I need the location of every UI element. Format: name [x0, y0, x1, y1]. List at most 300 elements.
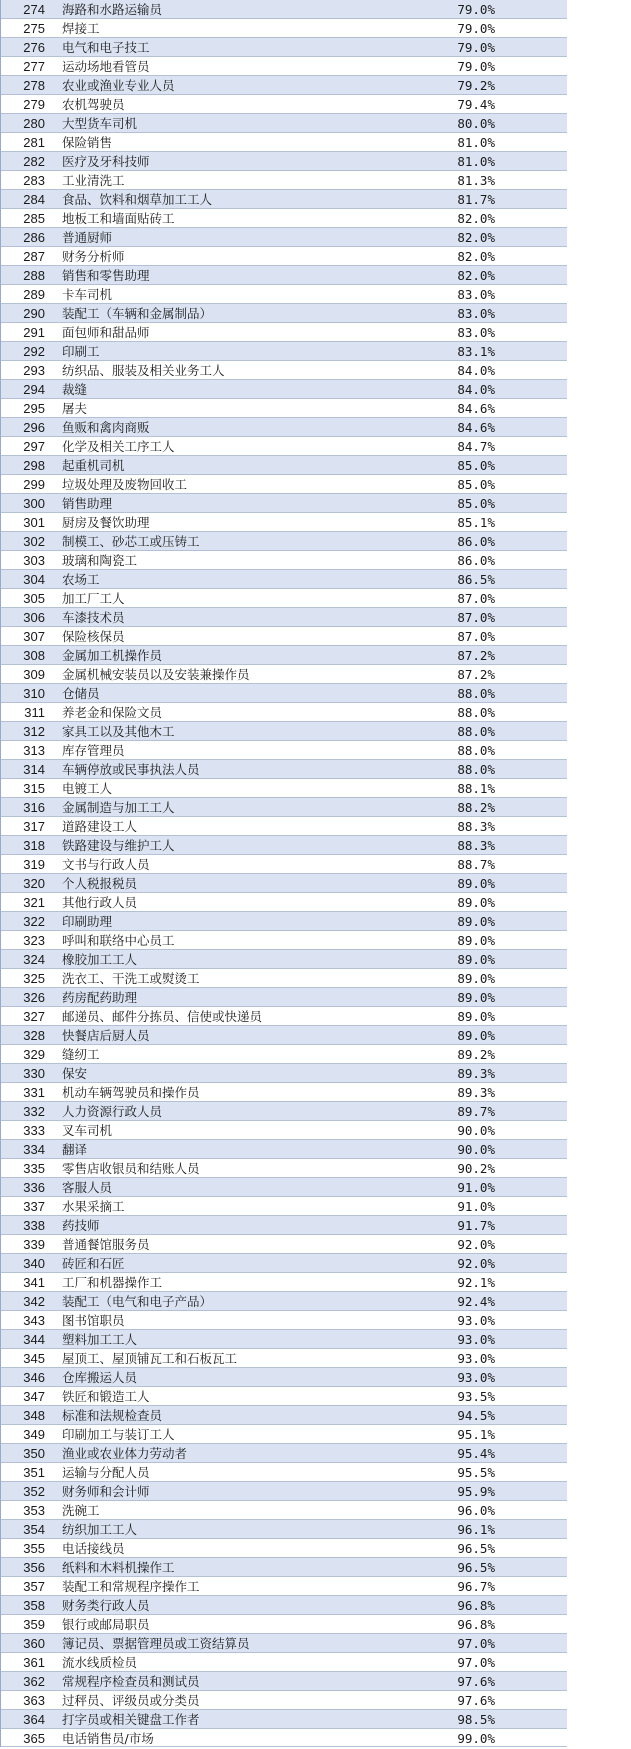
- occupation-cell[interactable]: 纸料和木料机操作工: [62, 1560, 175, 1575]
- probability-cell[interactable]: 87.0%: [457, 610, 495, 625]
- table-row[interactable]: [1, 1577, 567, 1596]
- occupation-cell[interactable]: 库存管理员: [62, 743, 125, 758]
- rank-cell[interactable]: 305: [23, 591, 45, 606]
- occupation-cell[interactable]: 印刷助理: [62, 914, 113, 929]
- probability-cell[interactable]: 92.1%: [457, 1275, 495, 1290]
- table-row[interactable]: [1, 874, 567, 893]
- probability-cell[interactable]: 84.6%: [457, 401, 495, 416]
- occupation-cell[interactable]: 洗衣工、干洗工或熨烫工: [62, 971, 200, 986]
- occupation-cell[interactable]: 常规程序检查员和测试员: [62, 1674, 200, 1689]
- occupation-cell[interactable]: 翻译: [62, 1142, 88, 1157]
- table-row[interactable]: [1, 893, 567, 912]
- rank-cell[interactable]: 284: [23, 192, 45, 207]
- rank-cell[interactable]: 274: [23, 2, 45, 17]
- table-row[interactable]: [1, 589, 567, 608]
- probability-cell[interactable]: 79.0%: [457, 2, 495, 17]
- table-row[interactable]: [1, 1083, 567, 1102]
- occupation-cell[interactable]: 销售助理: [62, 496, 113, 511]
- table-row[interactable]: [1, 1121, 567, 1140]
- probability-cell[interactable]: 89.0%: [457, 971, 495, 986]
- occupation-cell[interactable]: 鱼贩和禽肉商贩: [62, 420, 150, 435]
- rank-cell[interactable]: 335: [23, 1161, 45, 1176]
- occupation-cell[interactable]: 海路和水路运输员: [62, 2, 163, 17]
- rank-cell[interactable]: 317: [23, 819, 45, 834]
- occupation-cell[interactable]: 屠夫: [62, 401, 88, 416]
- rank-cell[interactable]: 334: [23, 1142, 45, 1157]
- probability-cell[interactable]: 82.0%: [457, 230, 495, 245]
- occupation-cell[interactable]: 叉车司机: [62, 1123, 113, 1138]
- rank-cell[interactable]: 320: [23, 876, 45, 891]
- occupation-cell[interactable]: 农场工: [62, 572, 100, 587]
- occupation-cell[interactable]: 地板工和墙面贴砖工: [62, 211, 175, 226]
- occupation-cell[interactable]: 面包师和甜品师: [62, 325, 150, 340]
- probability-cell[interactable]: 92.0%: [457, 1237, 495, 1252]
- table-row[interactable]: [1, 133, 567, 152]
- rank-cell[interactable]: 294: [23, 382, 45, 397]
- occupation-cell[interactable]: 簿记员、票据管理员或工资结算员: [62, 1636, 250, 1651]
- occupation-cell[interactable]: 工业清洗工: [62, 173, 125, 188]
- probability-cell[interactable]: 85.0%: [457, 477, 495, 492]
- table-row[interactable]: [1, 570, 567, 589]
- table-row[interactable]: [1, 779, 567, 798]
- table-row[interactable]: [1, 1425, 567, 1444]
- table-row[interactable]: [1, 1235, 567, 1254]
- occupation-cell[interactable]: 养老金和保险文员: [62, 705, 163, 720]
- occupation-cell[interactable]: 砖匠和石匠: [62, 1256, 125, 1271]
- rank-cell[interactable]: 275: [23, 21, 45, 36]
- probability-cell[interactable]: 90.0%: [457, 1142, 495, 1157]
- rank-cell[interactable]: 296: [23, 420, 45, 435]
- table-row[interactable]: [1, 912, 567, 931]
- probability-cell[interactable]: 95.9%: [457, 1484, 495, 1499]
- rank-cell[interactable]: 314: [23, 762, 45, 777]
- occupation-cell[interactable]: 铁匠和锻造工人: [62, 1389, 150, 1404]
- rank-cell[interactable]: 355: [23, 1541, 45, 1556]
- probability-cell[interactable]: 84.0%: [457, 363, 495, 378]
- table-row[interactable]: [1, 1653, 567, 1672]
- occupation-cell[interactable]: 流水线质检员: [62, 1655, 138, 1670]
- occupation-cell[interactable]: 焊接工: [62, 21, 100, 36]
- table-row[interactable]: [1, 1178, 567, 1197]
- table-row[interactable]: [1, 1539, 567, 1558]
- occupation-cell[interactable]: 保险核保员: [62, 629, 125, 644]
- table-row[interactable]: [1, 1710, 567, 1729]
- probability-cell[interactable]: 83.0%: [457, 325, 495, 340]
- probability-cell[interactable]: 96.8%: [457, 1598, 495, 1613]
- probability-cell[interactable]: 83.0%: [457, 287, 495, 302]
- rank-cell[interactable]: 338: [23, 1218, 45, 1233]
- occupation-cell[interactable]: 起重机司机: [62, 458, 125, 473]
- occupation-cell[interactable]: 电气和电子技工: [62, 40, 150, 55]
- rank-cell[interactable]: 345: [23, 1351, 45, 1366]
- table-row[interactable]: [1, 741, 567, 760]
- probability-cell[interactable]: 82.0%: [457, 268, 495, 283]
- probability-cell[interactable]: 97.0%: [457, 1636, 495, 1651]
- rank-cell[interactable]: 321: [23, 895, 45, 910]
- occupation-cell[interactable]: 纺织加工工人: [62, 1522, 138, 1537]
- probability-cell[interactable]: 79.0%: [457, 59, 495, 74]
- table-row[interactable]: [1, 418, 567, 437]
- table-row[interactable]: [1, 1596, 567, 1615]
- table-row[interactable]: [1, 152, 567, 171]
- table-row[interactable]: [1, 1197, 567, 1216]
- occupation-cell[interactable]: 个人税报税员: [62, 876, 138, 891]
- occupation-cell[interactable]: 大型货车司机: [62, 116, 138, 131]
- probability-cell[interactable]: 92.4%: [457, 1294, 495, 1309]
- occupation-cell[interactable]: 卡车司机: [62, 287, 113, 302]
- occupation-cell[interactable]: 电话销售员/市场: [62, 1731, 154, 1746]
- rank-cell[interactable]: 353: [23, 1503, 45, 1518]
- table-row[interactable]: [1, 342, 567, 361]
- rank-cell[interactable]: 311: [24, 705, 45, 720]
- rank-cell[interactable]: 290: [23, 306, 45, 321]
- probability-cell[interactable]: 97.0%: [457, 1655, 495, 1670]
- probability-cell[interactable]: 88.0%: [457, 724, 495, 739]
- occupation-cell[interactable]: 水果采摘工: [62, 1199, 125, 1214]
- table-row[interactable]: [1, 665, 567, 684]
- table-row[interactable]: [1, 494, 567, 513]
- occupation-cell[interactable]: 银行或邮局职员: [62, 1617, 150, 1632]
- table-row[interactable]: [1, 361, 567, 380]
- occupation-cell[interactable]: 铁路建设与维护工人: [62, 838, 175, 853]
- occupation-cell[interactable]: 道路建设工人: [62, 819, 138, 834]
- rank-cell[interactable]: 316: [23, 800, 45, 815]
- occupation-cell[interactable]: 渔业或农业体力劳动者: [62, 1446, 188, 1461]
- table-row[interactable]: [1, 266, 567, 285]
- probability-cell[interactable]: 81.3%: [457, 173, 495, 188]
- occupation-cell[interactable]: 药技师: [62, 1218, 100, 1233]
- rank-cell[interactable]: 356: [23, 1560, 45, 1575]
- rank-cell[interactable]: 360: [23, 1636, 45, 1651]
- table-row[interactable]: [1, 95, 567, 114]
- occupation-cell[interactable]: 电话接线员: [62, 1541, 125, 1556]
- table-row[interactable]: [1, 76, 567, 95]
- rank-cell[interactable]: 322: [23, 914, 45, 929]
- table-row[interactable]: [1, 285, 567, 304]
- table-row[interactable]: [1, 1501, 567, 1520]
- probability-cell[interactable]: 82.0%: [457, 211, 495, 226]
- rank-cell[interactable]: 354: [23, 1522, 45, 1537]
- occupation-cell[interactable]: 厨房及餐饮助理: [62, 515, 150, 530]
- rank-cell[interactable]: 351: [23, 1465, 45, 1480]
- table-row[interactable]: [1, 760, 567, 779]
- probability-cell[interactable]: 97.6%: [457, 1674, 495, 1689]
- table-row[interactable]: [1, 247, 567, 266]
- occupation-cell[interactable]: 普通餐馆服务员: [62, 1237, 150, 1252]
- table-row[interactable]: [1, 1273, 567, 1292]
- probability-cell[interactable]: 91.7%: [457, 1218, 495, 1233]
- rank-cell[interactable]: 358: [23, 1598, 45, 1613]
- probability-cell[interactable]: 92.0%: [457, 1256, 495, 1271]
- rank-cell[interactable]: 325: [23, 971, 45, 986]
- occupation-cell[interactable]: 仓库搬运人员: [62, 1370, 138, 1385]
- probability-cell[interactable]: 96.1%: [457, 1522, 495, 1537]
- rank-cell[interactable]: 349: [23, 1427, 45, 1442]
- rank-cell[interactable]: 364: [23, 1712, 45, 1727]
- rank-cell[interactable]: 329: [23, 1047, 45, 1062]
- table-row[interactable]: [1, 475, 567, 494]
- rank-cell[interactable]: 285: [23, 211, 45, 226]
- rank-cell[interactable]: 304: [23, 572, 45, 587]
- occupation-cell[interactable]: 医疗及牙科技师: [62, 154, 150, 169]
- probability-cell[interactable]: 84.6%: [457, 420, 495, 435]
- occupation-cell[interactable]: 保安: [62, 1066, 88, 1081]
- probability-cell[interactable]: 81.0%: [457, 154, 495, 169]
- occupation-cell[interactable]: 工厂和机器操作工: [62, 1275, 163, 1290]
- table-row[interactable]: [1, 1292, 567, 1311]
- table-row[interactable]: [1, 1349, 567, 1368]
- table-row[interactable]: [1, 646, 567, 665]
- occupation-cell[interactable]: 车辆停放或民事执法人员: [62, 762, 200, 777]
- table-row[interactable]: [1, 1729, 567, 1747]
- rank-cell[interactable]: 278: [23, 78, 45, 93]
- table-row[interactable]: [1, 1064, 567, 1083]
- occupation-cell[interactable]: 文书与行政人员: [62, 857, 150, 872]
- table-row[interactable]: [1, 1558, 567, 1577]
- occupation-cell[interactable]: 电镀工人: [62, 781, 113, 796]
- occupation-cell[interactable]: 运输与分配人员: [62, 1465, 150, 1480]
- rank-cell[interactable]: 361: [23, 1655, 45, 1670]
- table-row[interactable]: [1, 1387, 567, 1406]
- table-row[interactable]: [1, 1691, 567, 1710]
- table-row[interactable]: [1, 437, 567, 456]
- probability-cell[interactable]: 98.5%: [457, 1712, 495, 1727]
- rank-cell[interactable]: 330: [23, 1066, 45, 1081]
- rank-cell[interactable]: 363: [23, 1693, 45, 1708]
- probability-cell[interactable]: 96.8%: [457, 1617, 495, 1632]
- probability-cell[interactable]: 81.7%: [457, 192, 495, 207]
- table-row[interactable]: [1, 722, 567, 741]
- table-row[interactable]: [1, 38, 567, 57]
- rank-cell[interactable]: 323: [23, 933, 45, 948]
- rank-cell[interactable]: 339: [23, 1237, 45, 1252]
- table-row[interactable]: [1, 1311, 567, 1330]
- table-row[interactable]: [1, 323, 567, 342]
- table-row[interactable]: [1, 836, 567, 855]
- table-row[interactable]: [1, 855, 567, 874]
- rank-cell[interactable]: 343: [23, 1313, 45, 1328]
- rank-cell[interactable]: 350: [23, 1446, 45, 1461]
- probability-cell[interactable]: 87.2%: [457, 667, 495, 682]
- probability-cell[interactable]: 89.0%: [457, 914, 495, 929]
- probability-cell[interactable]: 86.5%: [457, 572, 495, 587]
- table-row[interactable]: [1, 19, 567, 38]
- occupation-cell[interactable]: 财务师和会计师: [62, 1484, 150, 1499]
- probability-cell[interactable]: 95.1%: [457, 1427, 495, 1442]
- table-row[interactable]: [1, 1007, 567, 1026]
- probability-cell[interactable]: 90.2%: [457, 1161, 495, 1176]
- occupation-cell[interactable]: 邮递员、邮件分拣员、信使或快递员: [62, 1009, 263, 1024]
- rank-cell[interactable]: 298: [23, 458, 45, 473]
- probability-cell[interactable]: 80.0%: [457, 116, 495, 131]
- table-row[interactable]: [1, 1159, 567, 1178]
- probability-cell[interactable]: 88.0%: [457, 743, 495, 758]
- probability-cell[interactable]: 89.0%: [457, 952, 495, 967]
- occupation-cell[interactable]: 家具工以及其他木工: [62, 724, 175, 739]
- rank-cell[interactable]: 344: [23, 1332, 45, 1347]
- table-row[interactable]: [1, 969, 567, 988]
- table-row[interactable]: [1, 1045, 567, 1064]
- table-row[interactable]: [1, 1406, 567, 1425]
- rank-cell[interactable]: 306: [23, 610, 45, 625]
- table-row[interactable]: [1, 114, 567, 133]
- rank-cell[interactable]: 280: [23, 116, 45, 131]
- probability-cell[interactable]: 88.0%: [457, 686, 495, 701]
- table-row[interactable]: [1, 380, 567, 399]
- probability-cell[interactable]: 82.0%: [457, 249, 495, 264]
- table-row[interactable]: [1, 1463, 567, 1482]
- table-row[interactable]: [1, 513, 567, 532]
- probability-cell[interactable]: 85.0%: [457, 496, 495, 511]
- table-row[interactable]: [1, 1254, 567, 1273]
- probability-cell[interactable]: 86.0%: [457, 534, 495, 549]
- probability-cell[interactable]: 83.0%: [457, 306, 495, 321]
- rank-cell[interactable]: 332: [23, 1104, 45, 1119]
- rank-cell[interactable]: 326: [23, 990, 45, 1005]
- occupation-cell[interactable]: 财务类行政人员: [62, 1598, 150, 1613]
- rank-cell[interactable]: 281: [23, 135, 45, 150]
- occupation-cell[interactable]: 财务分析师: [62, 249, 125, 264]
- probability-cell[interactable]: 90.0%: [457, 1123, 495, 1138]
- rank-cell[interactable]: 286: [23, 230, 45, 245]
- table-row[interactable]: [1, 0, 567, 19]
- rank-cell[interactable]: 362: [23, 1674, 45, 1689]
- table-row[interactable]: [1, 703, 567, 722]
- table-row[interactable]: [1, 1216, 567, 1235]
- probability-cell[interactable]: 88.1%: [457, 781, 495, 796]
- probability-cell[interactable]: 79.0%: [457, 40, 495, 55]
- probability-cell[interactable]: 81.0%: [457, 135, 495, 150]
- occupation-cell[interactable]: 加工厂工人: [62, 591, 125, 606]
- occupation-cell[interactable]: 金属加工机操作员: [62, 648, 163, 663]
- probability-cell[interactable]: 94.5%: [457, 1408, 495, 1423]
- rank-cell[interactable]: 319: [23, 857, 45, 872]
- occupation-cell[interactable]: 装配工（电气和电子产品）: [62, 1294, 213, 1309]
- table-row[interactable]: [1, 1634, 567, 1653]
- probability-cell[interactable]: 88.0%: [457, 762, 495, 777]
- occupation-cell[interactable]: 运动场地看管员: [62, 59, 150, 74]
- rank-cell[interactable]: 291: [23, 325, 45, 340]
- occupation-cell[interactable]: 洗碗工: [62, 1503, 100, 1518]
- table-row[interactable]: [1, 627, 567, 646]
- probability-cell[interactable]: 83.1%: [457, 344, 495, 359]
- rank-cell[interactable]: 300: [23, 496, 45, 511]
- occupation-cell[interactable]: 其他行政人员: [62, 895, 138, 910]
- table-row[interactable]: [1, 171, 567, 190]
- rank-cell[interactable]: 312: [23, 724, 45, 739]
- rank-cell[interactable]: 277: [23, 59, 45, 74]
- table-row[interactable]: [1, 532, 567, 551]
- table-row[interactable]: [1, 57, 567, 76]
- rank-cell[interactable]: 324: [23, 952, 45, 967]
- probability-cell[interactable]: 89.0%: [457, 876, 495, 891]
- probability-cell[interactable]: 89.3%: [457, 1066, 495, 1081]
- table-row[interactable]: [1, 1368, 567, 1387]
- probability-cell[interactable]: 87.2%: [457, 648, 495, 663]
- probability-cell[interactable]: 96.5%: [457, 1560, 495, 1575]
- occupation-cell[interactable]: 金属制造与加工工人: [62, 800, 175, 815]
- occupation-cell[interactable]: 屋顶工、屋顶铺瓦工和石板瓦工: [62, 1351, 238, 1366]
- rank-cell[interactable]: 308: [23, 648, 45, 663]
- rank-cell[interactable]: 357: [23, 1579, 45, 1594]
- probability-cell[interactable]: 93.0%: [457, 1332, 495, 1347]
- rank-cell[interactable]: 346: [23, 1370, 45, 1385]
- probability-cell[interactable]: 91.0%: [457, 1180, 495, 1195]
- occupation-cell[interactable]: 图书馆职员: [62, 1313, 125, 1328]
- rank-cell[interactable]: 282: [23, 154, 45, 169]
- table-row[interactable]: [1, 608, 567, 627]
- occupation-cell[interactable]: 药房配药助理: [62, 990, 138, 1005]
- occupation-cell[interactable]: 装配工和常规程序操作工: [62, 1579, 200, 1594]
- table-row[interactable]: [1, 798, 567, 817]
- occupation-cell[interactable]: 裁缝: [62, 382, 88, 397]
- table-row[interactable]: [1, 1520, 567, 1539]
- table-row[interactable]: [1, 1444, 567, 1463]
- table-row[interactable]: [1, 399, 567, 418]
- occupation-cell[interactable]: 农机驾驶员: [62, 97, 125, 112]
- probability-cell[interactable]: 89.0%: [457, 1028, 495, 1043]
- probability-cell[interactable]: 79.0%: [457, 21, 495, 36]
- table-row[interactable]: [1, 1140, 567, 1159]
- rank-cell[interactable]: 337: [23, 1199, 45, 1214]
- rank-cell[interactable]: 348: [23, 1408, 45, 1423]
- probability-cell[interactable]: 88.3%: [457, 838, 495, 853]
- probability-cell[interactable]: 79.4%: [457, 97, 495, 112]
- rank-cell[interactable]: 336: [23, 1180, 45, 1195]
- occupation-cell[interactable]: 打字员或相关键盘工作者: [62, 1712, 200, 1727]
- occupation-cell[interactable]: 印刷工: [62, 344, 100, 359]
- probability-cell[interactable]: 96.0%: [457, 1503, 495, 1518]
- rank-cell[interactable]: 289: [23, 287, 45, 302]
- rank-cell[interactable]: 318: [23, 838, 45, 853]
- table-row[interactable]: [1, 988, 567, 1007]
- probability-cell[interactable]: 89.0%: [457, 933, 495, 948]
- rank-cell[interactable]: 302: [23, 534, 45, 549]
- rank-cell[interactable]: 327: [23, 1009, 45, 1024]
- probability-cell[interactable]: 99.0%: [457, 1731, 495, 1746]
- occupation-cell[interactable]: 印刷加工与装订工人: [62, 1427, 175, 1442]
- probability-cell[interactable]: 88.3%: [457, 819, 495, 834]
- occupation-cell[interactable]: 机动车辆驾驶员和操作员: [62, 1085, 200, 1100]
- rank-cell[interactable]: 287: [23, 249, 45, 264]
- probability-cell[interactable]: 91.0%: [457, 1199, 495, 1214]
- rank-cell[interactable]: 276: [23, 40, 45, 55]
- table-row[interactable]: [1, 1102, 567, 1121]
- table-row[interactable]: [1, 950, 567, 969]
- probability-cell[interactable]: 89.3%: [457, 1085, 495, 1100]
- rank-cell[interactable]: 283: [23, 173, 45, 188]
- probability-cell[interactable]: 89.0%: [457, 895, 495, 910]
- probability-cell[interactable]: 96.5%: [457, 1541, 495, 1556]
- occupation-cell[interactable]: 普通厨师: [62, 230, 113, 245]
- rank-cell[interactable]: 341: [23, 1275, 45, 1290]
- occupation-cell[interactable]: 塑料加工工人: [62, 1332, 138, 1347]
- probability-cell[interactable]: 87.0%: [457, 591, 495, 606]
- occupation-cell[interactable]: 仓储员: [62, 686, 100, 701]
- table-row[interactable]: [1, 684, 567, 703]
- table-row[interactable]: [1, 1330, 567, 1349]
- rank-cell[interactable]: 365: [23, 1731, 45, 1746]
- rank-cell[interactable]: 352: [23, 1484, 45, 1499]
- probability-cell[interactable]: 86.0%: [457, 553, 495, 568]
- occupation-cell[interactable]: 过秤员、评级员或分类员: [62, 1693, 200, 1708]
- probability-cell[interactable]: 84.0%: [457, 382, 495, 397]
- rank-cell[interactable]: 299: [23, 477, 45, 492]
- occupation-cell[interactable]: 装配工（车辆和金属制品）: [62, 306, 213, 321]
- table-row[interactable]: [1, 931, 567, 950]
- probability-cell[interactable]: 93.5%: [457, 1389, 495, 1404]
- occupation-cell[interactable]: 玻璃和陶瓷工: [62, 553, 138, 568]
